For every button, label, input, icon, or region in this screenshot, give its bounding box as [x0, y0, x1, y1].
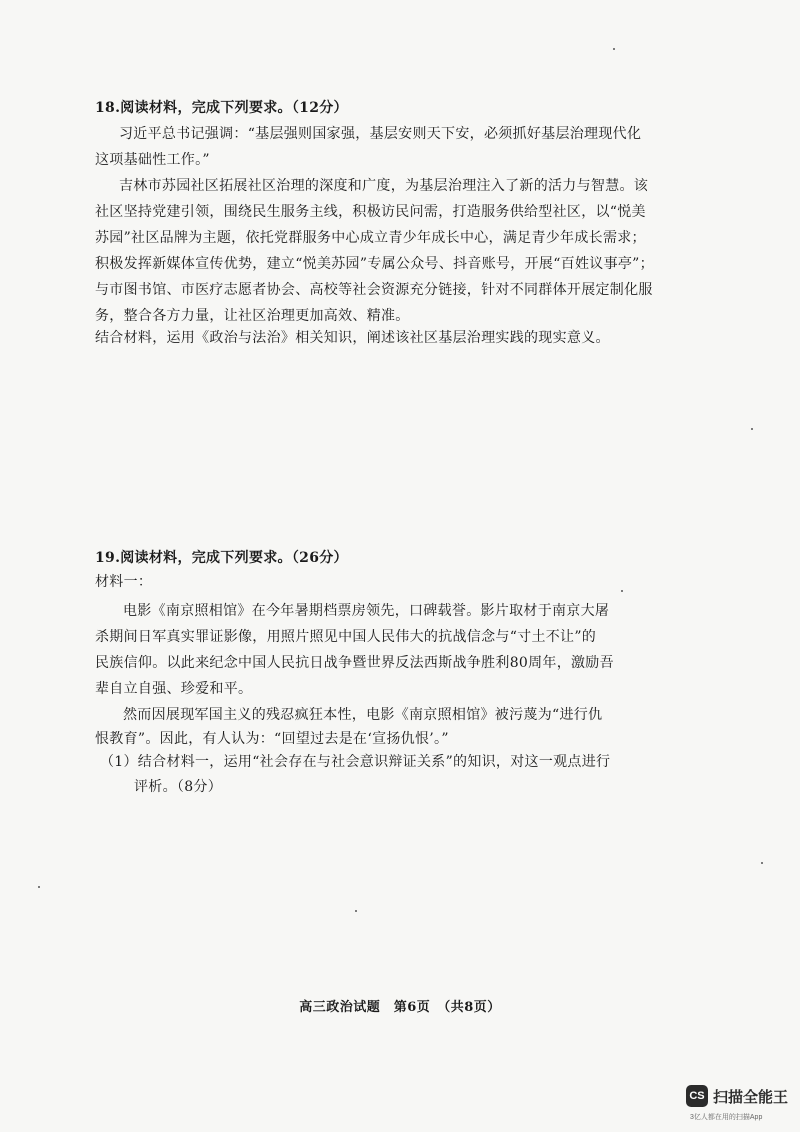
scan-speck: [621, 590, 623, 592]
q19-line-2: 杀期间日军真实罪证影像，用照片照见中国人民伟大的抗战信念与“寸土不让”的: [95, 629, 597, 645]
q18-line-5: 苏园”社区品牌为主题，依托党群服务中心成立青少年成长中心，满足青少年成长需求；: [95, 230, 646, 246]
q18-line-6: 积极发挥新媒体宣传优势，建立“悦美苏园”专属公众号、抖音账号，开展“百姓议事亭”；: [95, 256, 654, 272]
q18-line-7: 与市图书馆、市医疗志愿者协会、高校等社会资源充分链接，针对不同群体开展定制化服: [95, 282, 653, 298]
scanner-watermark: [686, 1085, 796, 1125]
q19-sub1-line-1: （1）结合材料一，运用“社会存在与社会意识辩证关系”的知识，对这一观点进行: [100, 754, 611, 770]
q19-sub1-line-2: 评析。（8分）: [134, 779, 223, 795]
q19-heading: 19.阅读材料，完成下列要求。（26分）: [95, 550, 348, 566]
q19-line-5: 然而因展现军国主义的残忍疯狂本性，电影《南京照相馆》被污蔑为“进行仇: [123, 707, 603, 723]
scan-speck: [38, 886, 40, 888]
scan-speck: [761, 862, 763, 864]
q18-question: 结合材料，运用《政治与法治》相关知识，阐述该社区基层治理实践的现实意义。: [95, 330, 610, 346]
watermark-name: 扫描全能王: [713, 1089, 789, 1106]
q19-line-4: 辈自立自强、珍爱和平。: [95, 681, 253, 697]
q18-heading: 18.阅读材料，完成下列要求。（12分）: [95, 100, 348, 116]
watermark-tagline: 3亿人都在用的扫描App: [690, 1114, 763, 1121]
q18-line-2: 这项基础性工作。”: [95, 152, 210, 168]
camscanner-logo-icon: CS: [686, 1085, 708, 1107]
q18-line-4: 社区坚持党建引领，围绕民生服务主线，积极访民问需，打造服务供给型社区，以“悦美: [95, 204, 646, 220]
page-footer: 高三政治试题 第6页 （共8页）: [299, 1000, 501, 1015]
q19-line-1: 电影《南京照相馆》在今年暑期档票房领先，口碑载誉。影片取材于南京大屠: [123, 603, 610, 619]
q18-line-3: 吉林市苏园社区拓展社区治理的深度和广度，为基层治理注入了新的活力与智慧。该: [119, 178, 649, 194]
q18-line-1: 习近平总书记强调：“基层强则国家强，基层安则天下安，必须抓好基层治理现代化: [119, 126, 642, 142]
scan-speck: [751, 428, 753, 430]
scan-speck: [613, 48, 615, 50]
q18-line-8: 务，整合各方力量，让社区治理更加高效、精准。: [95, 308, 410, 324]
scan-speck: [355, 910, 357, 912]
q19-line-6: 恨教育”。因此，有人认为：“回望过去是在‘宣扬仇恨’。”: [95, 731, 449, 747]
q19-material-label: 材料一：: [95, 574, 153, 590]
q19-line-3: 民族信仰。以此来纪念中国人民抗日战争暨世界反法西斯战争胜利80周年，激励吾: [95, 655, 614, 671]
